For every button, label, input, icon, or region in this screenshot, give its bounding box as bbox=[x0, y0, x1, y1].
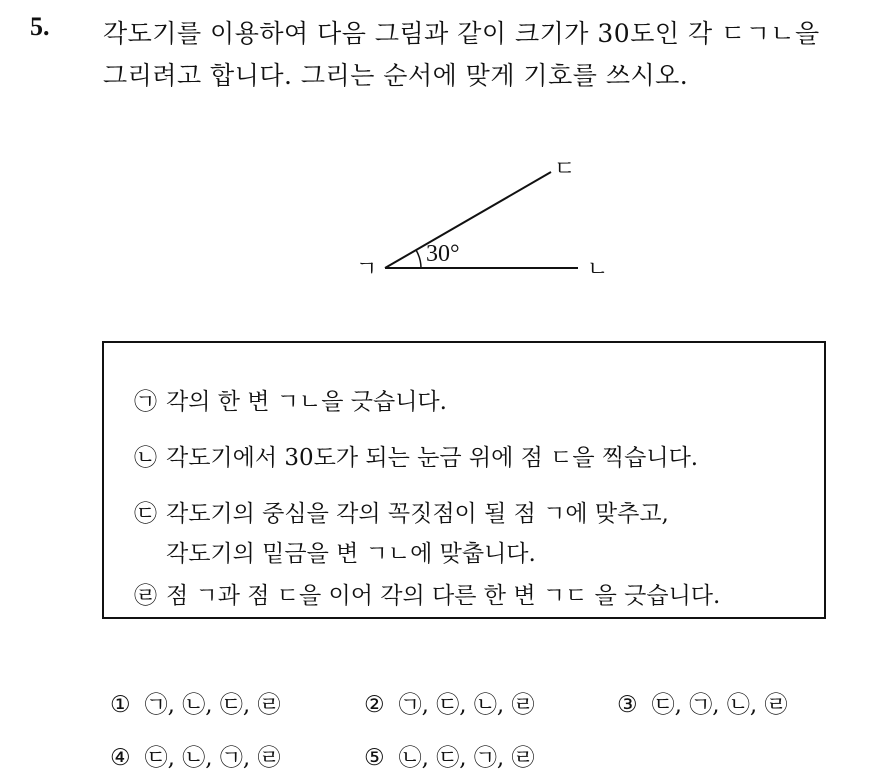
option-text: ㉢, ㉡, ㉠, ㉣ bbox=[144, 745, 281, 771]
option-text: ㉠, ㉢, ㉡, ㉣ bbox=[398, 692, 535, 718]
option-number: ④ bbox=[110, 745, 131, 771]
step-text: 각의 한 변 ㄱㄴ을 긋습니다. bbox=[166, 389, 447, 415]
question-text-line2: 그리려고 합니다. 그리는 순서에 맞게 기호를 쓰시오. bbox=[103, 61, 689, 90]
answer-option-5[interactable] bbox=[364, 739, 535, 772]
ray-side-line bbox=[385, 172, 551, 268]
option-text: ㉢, ㉠, ㉡, ㉣ bbox=[651, 692, 788, 718]
answer-option-1[interactable] bbox=[110, 686, 281, 719]
answer-option-3[interactable] bbox=[617, 686, 788, 719]
step-item bbox=[134, 383, 447, 416]
base-end-label: ㄴ bbox=[587, 257, 609, 282]
option-number: ① bbox=[110, 692, 131, 718]
step-mark: ㉣ bbox=[134, 583, 157, 609]
angle-arc bbox=[416, 250, 421, 268]
question-number: 5. bbox=[30, 12, 50, 41]
step-text-continued: 각도기의 밑금을 변 ㄱㄴ에 맞춥니다. bbox=[166, 541, 536, 567]
step-item bbox=[134, 495, 669, 528]
option-text: ㉡, ㉢, ㉠, ㉣ bbox=[398, 745, 535, 771]
question-text-line1: 각도기를 이용하여 다음 그림과 같이 크기가 30도인 각 ㄷㄱㄴ을 bbox=[103, 19, 820, 48]
answer-option-2[interactable] bbox=[364, 686, 535, 719]
steps-box bbox=[102, 341, 826, 619]
option-number: ⑤ bbox=[364, 745, 385, 771]
vertex-label: ㄱ bbox=[356, 257, 378, 282]
answer-option-4[interactable] bbox=[110, 739, 281, 772]
step-mark: ㉠ bbox=[134, 389, 157, 415]
angle-measure-label: 30° bbox=[426, 241, 460, 267]
step-mark: ㉢ bbox=[134, 501, 157, 527]
step-text: 각도기의 중심을 각의 꼭짓점이 될 점 ㄱ에 맞추고, bbox=[166, 501, 669, 527]
step-mark: ㉡ bbox=[134, 445, 157, 471]
step-item bbox=[134, 439, 698, 472]
option-text: ㉠, ㉡, ㉢, ㉣ bbox=[144, 692, 281, 718]
angle-figure bbox=[340, 150, 640, 290]
ray-end-label: ㄷ bbox=[554, 157, 576, 182]
option-number: ② bbox=[364, 692, 385, 718]
option-number: ③ bbox=[617, 692, 638, 718]
step-text: 점 ㄱ과 점 ㄷ을 이어 각의 다른 한 변 ㄱㄷ 을 긋습니다. bbox=[166, 583, 721, 609]
step-text: 각도기에서 30도가 되는 눈금 위에 점 ㄷ을 찍습니다. bbox=[166, 445, 699, 471]
step-item bbox=[134, 577, 720, 610]
